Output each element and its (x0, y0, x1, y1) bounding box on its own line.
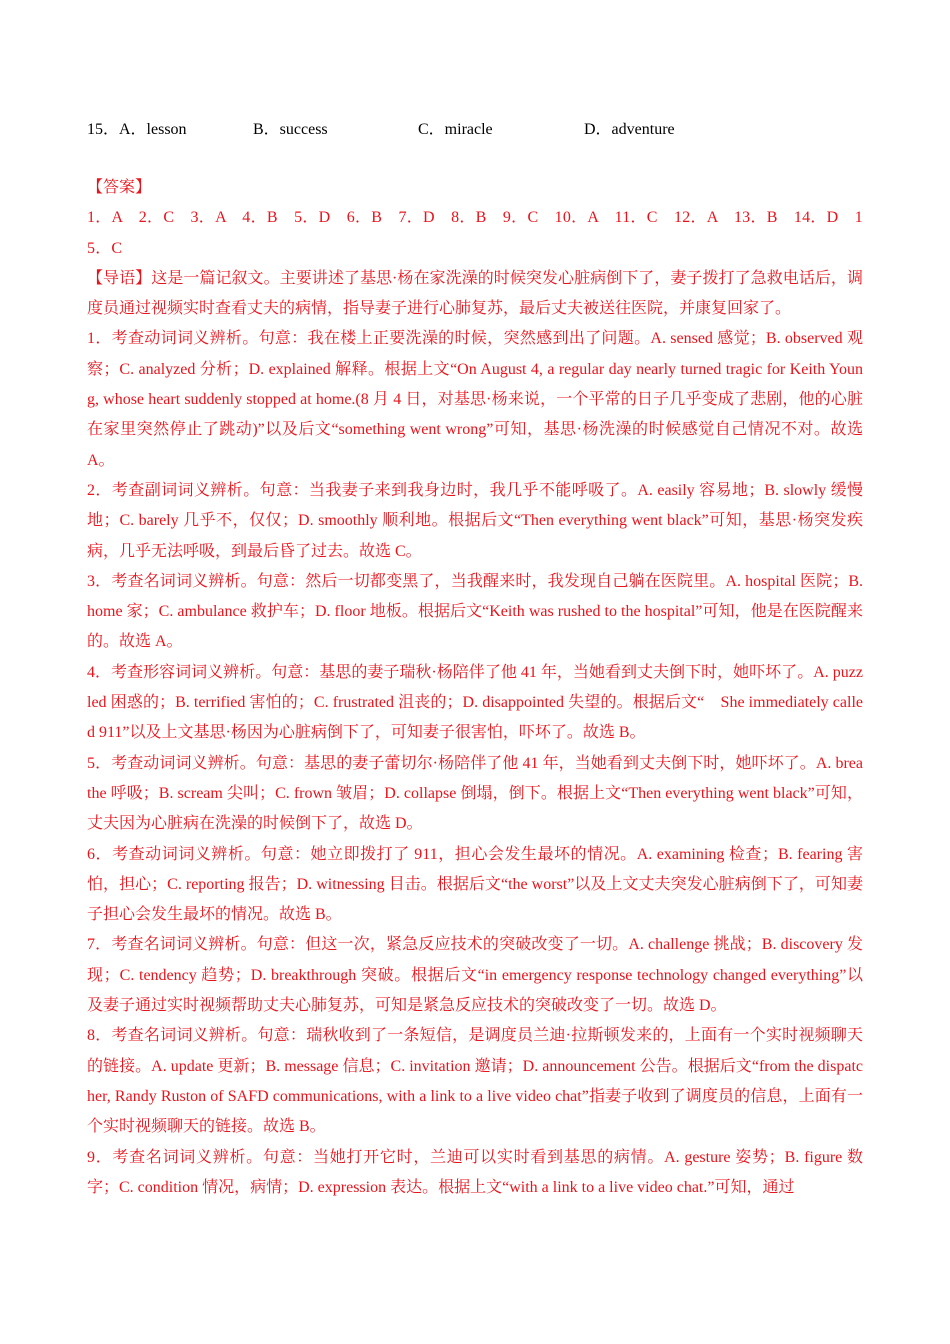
question-15-option-c: C．miracle (418, 121, 493, 138)
explanation-paragraph: 9．考查名词词义辨析。句意：当她打开它时，兰迪可以实时看到基思的病情。A. gesture 姿势；B. figure 数字；C. condition 情况，病情；D. expression 表达。根据上文“with a link to a live video chat.”可知，通过 (87, 1148, 863, 1196)
explanation-paragraph: 4．考查形容词词义辨析。句意：基思的妻子瑞秋·杨陪伴了他 41 年，当她看到丈夫倒下时，她吓坏了。A. puzzled 困惑的；B. terrified 害怕的；C. frustrated 沮丧的；D. disappointed 失望的。根据后文“ She immediately called 911”以及上文基思·杨因为心脏病倒下了，可知妻子很害怕，吓坏了。故选 B。 (87, 663, 863, 742)
answer-key: 1．A 2．C 3．A 4．B 5．D 6．B 7．D 8．B 9．C 10．A 11．C 12．A 13．B 14．D 15．C (87, 209, 863, 257)
explanation-paragraph: 5．考查动词词义辨析。句意：基思的妻子蕾切尔·杨陪伴了他 41 年，当她看到丈夫倒下时，她吓坏了。A. breathe 呼吸；B. scream 尖叫；C. frown 皱眉；D. collapse 倒塌，倒下。根据上文“Then everything went black”可知，丈夫因为心脏病在洗澡的时候倒下了，故选 D。 (87, 754, 863, 833)
question-15-options (87, 116, 863, 138)
question-15-option-d: D．adventure (584, 121, 675, 138)
explanation-paragraph: 1．考查动词词义辨析。句意：我在楼上正要洗澡的时候，突然感到出了问题。A. sensed 感觉；B. observed 观察；C. analyzed 分析；D. explained 解释。根据上文“On August 4, a regular day nearly turned tragic for Keith Young, whose heart suddenly stopped at home.(8 月 4 日，对基思·杨来说，一个平常的日子几乎变成了悲剧，他的心脏在家里突然停止了跳动)”以及后文“something went wrong”可知，基思·杨洗澡的时候感觉自己情况不对。故选 A。 (87, 330, 863, 469)
guide-paragraph: 【导语】这是一篇记叙文。主要讲述了基思·杨在家洗澡的时候突发心脏病倒下了，妻子拨打了急救电话后，调度员通过视频实时查看丈夫的病情，指导妻子进行心肺复苏，最后丈夫被送往医院，并康复回家了。 (87, 269, 863, 318)
explanation-paragraph: 7．考查名词词义辨析。句意：但这一次，紧急反应技术的突破改变了一切。A. challenge 挑战；B. discovery 发现；C. tendency 趋势；D. breakthrough 突破。根据后文“in emergency response technology changed everything”以及妻子通过实时视频帮助丈夫心肺复苏，可知是紧急反应技术的突破改变了一切。故选 D。 (87, 936, 863, 1015)
answer-section (87, 173, 863, 1203)
question-15-option-b: B．success (253, 121, 328, 138)
explanation-paragraph: 6．考查动词词义辨析。句意：她立即拨打了 911，担心会发生最坏的情况。A. examining 检查；B. fearing 害怕，担心；C. reporting 报告；D. witnessing 目击。根据后文“the worst”以及上文丈夫突发心脏病倒下了，可知妻子担心会发生最坏的情况。故选 B。 (87, 845, 863, 924)
explanation-paragraph: 3．考查名词词义辨析。句意：然后一切都变黑了，当我醒来时，我发现自己躺在医院里。A. hospital 医院；B. home 家；C. ambulance 救护车；D. floor 地板。根据后文“Keith was rushed to the hospital”可知，他是在医院醒来的。故选 A。 (87, 572, 863, 651)
explanation-paragraph: 2．考查副词词义辨析。句意：当我妻子来到我身边时，我几乎不能呼吸了。A. easily 容易地；B. slowly 缓慢地；C. barely 几乎不，仅仅；D. smoothly 顺利地。根据后文“Then everything went black”可知，基思·杨突发疾病，几乎无法呼吸，到最后昏了过去。故选 C。 (87, 481, 863, 560)
explanation-paragraph: 8．考查名词词义辨析。句意：瑞秋收到了一条短信，是调度员兰迪·拉斯顿发来的，上面有一个实时视频聊天的链接。A. update 更新；B. message 信息；C. invitation 邀请；D. announcement 公告。根据后文“from the dispatcher, Randy Ruston of SAFD communications, with a link to a live video chat”指妻子收到了调度员的信息，上面有一个实时视频聊天的链接。故选 B。 (87, 1027, 863, 1136)
question-15-option-a: 15．A．lesson (87, 121, 187, 138)
answer-heading: 【答案】 (87, 179, 152, 196)
